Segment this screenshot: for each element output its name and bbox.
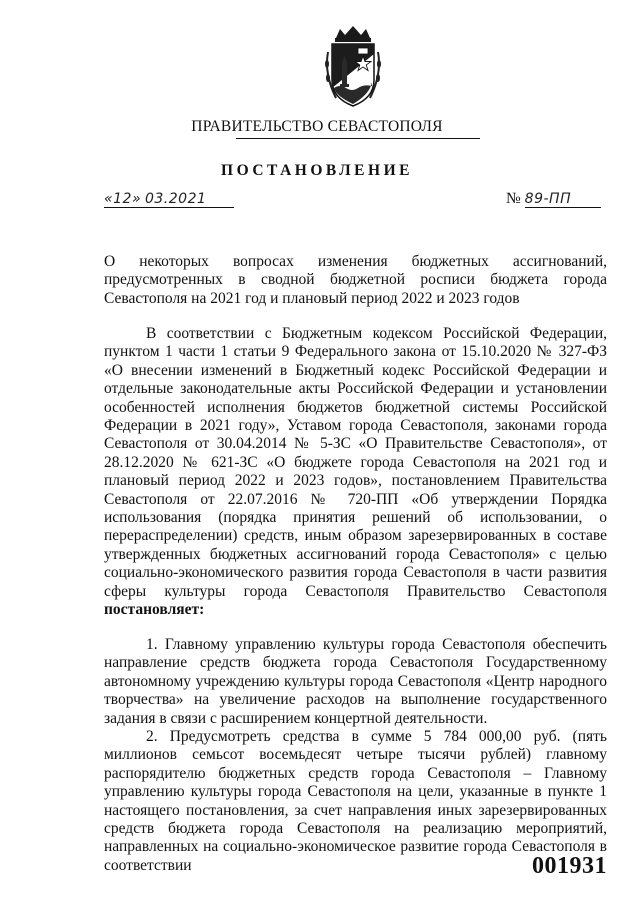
number-value: 89-ПП bbox=[524, 191, 572, 207]
document-type-title: ПОСТАНОВЛЕНИЕ bbox=[221, 162, 413, 179]
number-sign: № bbox=[506, 190, 521, 207]
preamble-paragraph bbox=[104, 325, 607, 620]
list-item: 2. Предусмотреть средства в сумме 5 784 000,00 руб. (пять миллионов семьсот восемьдесят четыре тысячи рублей) главному распорядителю бюджетных средств города Севастополя – Главному управлению культуры города Севастополя на цели, указанные в пункте 1 настоящего постановления, за счет направления иных зарезервированных средств бюджета города Севастополя на реализацию мероприятий, направленных на социально-экономическое развитие города Севастополя в соответствии bbox=[104, 728, 607, 874]
list-item: 1. Главному управлению культуры города Севастополя обеспечить направление средств бюджета города Севастополя Государственному автономному учреждению культуры города Севастополя «Центр народного творчества» на увеличение расходов на выполнение государственного задания в связи с расширением концертной деятельности. bbox=[104, 636, 607, 727]
document-number bbox=[506, 190, 601, 208]
preamble-text: В соответствии с Бюджетным кодексом Российской Федерации, пунктом 1 части 1 статьи 9 Федерального закона от 15.10.2020 № 327-ФЗ «О внесении изменений в Бюджетный кодекс Российской Федерации и отдельные законодательные акты Российской Федерации и установлении особенностей исполнения бюджетов бюджетной системы Российской Федерации в 2021 году», Уставом города Севастополя, законами города Севастополя от 30.04.2014 № 5-ЗС «О Правительстве Севастополя», от 28.12.2020 № 621-ЗС «О бюджете города Севастополя на 2021 год и плановый период 2022 и 2023 годов», постановлением Правительства Севастополя от 22.07.2016 № 720-ПП «Об утверждении Порядка использования (порядка принятия решений об использовании, о перераспределении) средств, иным образом зарезервированных в составе утвержденных бюджетных ассигнований города Севастополя» с целью социально-экономического развития города Севастополя в части развития сферы культуры города Севастополя Правительство Севастополя bbox=[104, 325, 607, 600]
date-day: 12 bbox=[113, 191, 132, 207]
document-subject: О некоторых вопросах изменения бюджетных ассигнований, предусмотренных в сводной бюджетной росписи бюджета города Севастополя на 2021 год и плановый период 2022 и 2023 годов bbox=[104, 253, 607, 307]
document-date bbox=[104, 190, 234, 208]
serial-number: 001931 bbox=[532, 853, 607, 879]
government-name-underline bbox=[236, 138, 480, 139]
resolves-word: постановляет: bbox=[104, 601, 205, 619]
date-month-year: 03.2021 bbox=[144, 191, 207, 207]
date-open-quote: « bbox=[104, 191, 114, 207]
date-fill-line bbox=[104, 191, 234, 208]
date-close-quote: » bbox=[131, 191, 142, 207]
government-name: ПРАВИТЕЛЬСТВО СЕВАСТОПОЛЯ bbox=[191, 118, 443, 135]
coat-of-arms-emblem bbox=[320, 24, 386, 110]
number-fill-line bbox=[525, 191, 601, 208]
